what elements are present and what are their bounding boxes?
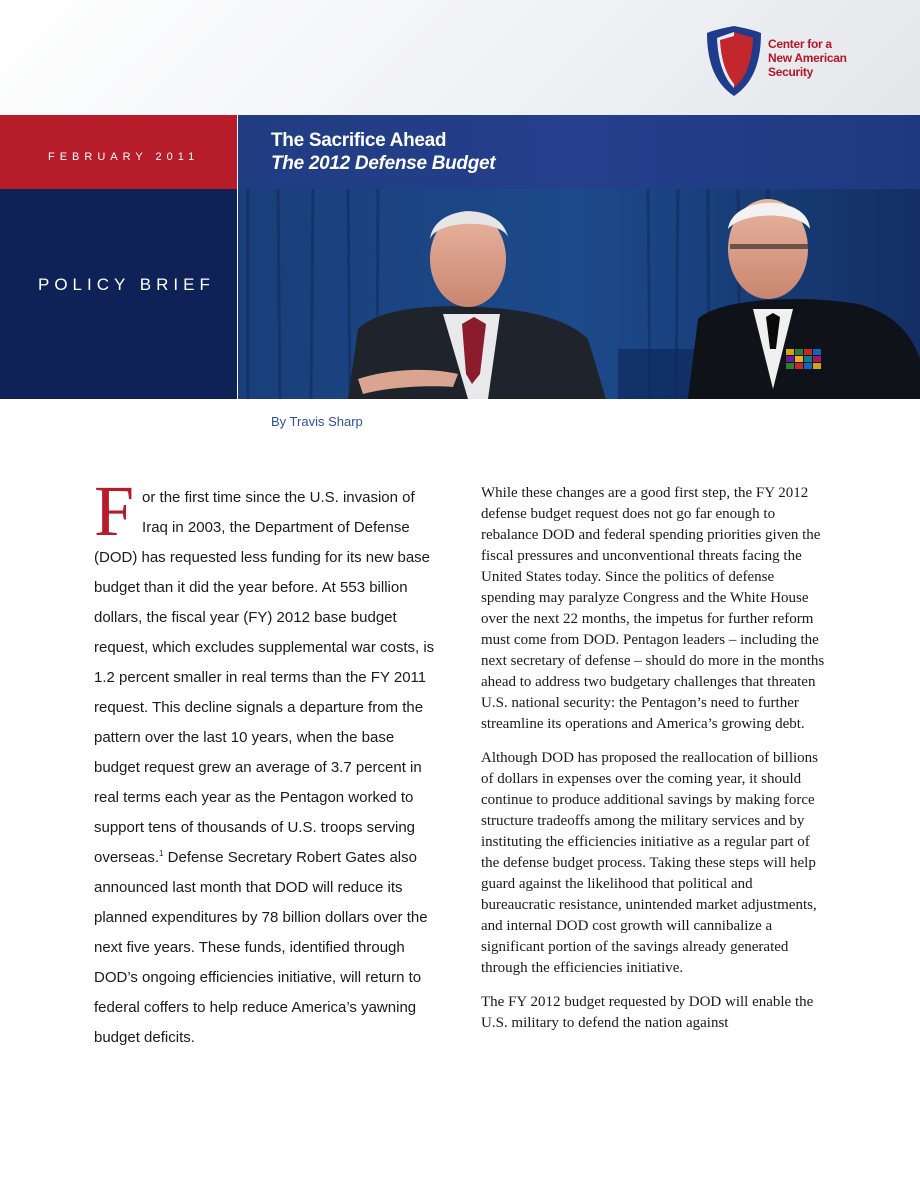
body-column-right [481, 483, 826, 1047]
body-text: or the first time since the U.S. invasion of Iraq in 2003, the Department of Defense (DOD) has requested less funding for its new base budget than it did the year before. At 553 billion dollars, the fiscal year (FY) 2012 base budget request, which excludes supplemental war costs, is 1.2 percent smaller in real terms than the FY 2011 request. This decline signals a departure from the pattern over the last 10 years, when the base budget request grew an average of 3.7 percent in real terms each year as the Pentagon worked to support tens of thousands of U.S. troops serving overseas. [94, 489, 435, 866]
title-bar [238, 115, 920, 189]
press-conference-photo [238, 189, 920, 399]
body-column-left [94, 471, 439, 1053]
page-title: The Sacrifice Ahead [271, 130, 447, 151]
cnas-logo[interactable] [704, 24, 864, 98]
body-paragraph [94, 471, 439, 1053]
body-paragraph: Although DOD has proposed the reallocation of billions of dollars in expenses over the coming year, it should continue to produce additional savings by making force structure tradeoffs among the military services and by instituting the efficiencies initiative as a regular part of the defense budget process. Taking these steps will help guard against the likelihood that political and bureaucratic resistance, unintended market adjustments, and internal DOD cost growth will cannibalize a significant portion of the savings already generated through the efficiencies initiative. [481, 750, 819, 976]
logo-wordmark [768, 37, 878, 79]
dropcap: F [94, 471, 135, 551]
byline: By Travis Sharp [271, 414, 363, 429]
footnote-marker[interactable]: 1 [159, 849, 164, 858]
logo-line-2: New American [768, 51, 847, 65]
body-text: Defense Secretary Robert Gates also announced last month that DOD will reduce its planned expenditures by 78 billion dollars over the next five years. These funds, identified through DOD’s ongoing efficiencies initiative, will return to federal coffers to help reduce America’s yawning budget deficits. [94, 849, 428, 1046]
logo-line-3: Security [768, 65, 813, 79]
shield-icon [704, 24, 764, 98]
body-paragraph: While these changes are a good first step, the FY 2012 defense budget request does not go far enough to rebalance DOD and federal spending priorities given the fiscal pressures and unconventional threats facing the United States today. Since the politics of defense spending may paralyze Congress and the White House over the next 22 months, the impetus for further reform must come from DOD. Pentagon leaders – including the next secretary of defense – should do more in the months ahead to address two budgetary challenges that threaten U.S. national security: the Pentagon’s need to further streamline its operations and America’s growing debt. [481, 485, 825, 732]
series-label: POLICY BRIEF [38, 275, 215, 294]
publication-date: FEBRUARY 2011 [48, 151, 200, 163]
page-subtitle: The 2012 Defense Budget [271, 153, 496, 174]
body-paragraph: The FY 2012 budget requested by DOD will enable the U.S. military to defend the nation against [481, 994, 814, 1031]
logo-line-1: Center for a [768, 37, 832, 51]
